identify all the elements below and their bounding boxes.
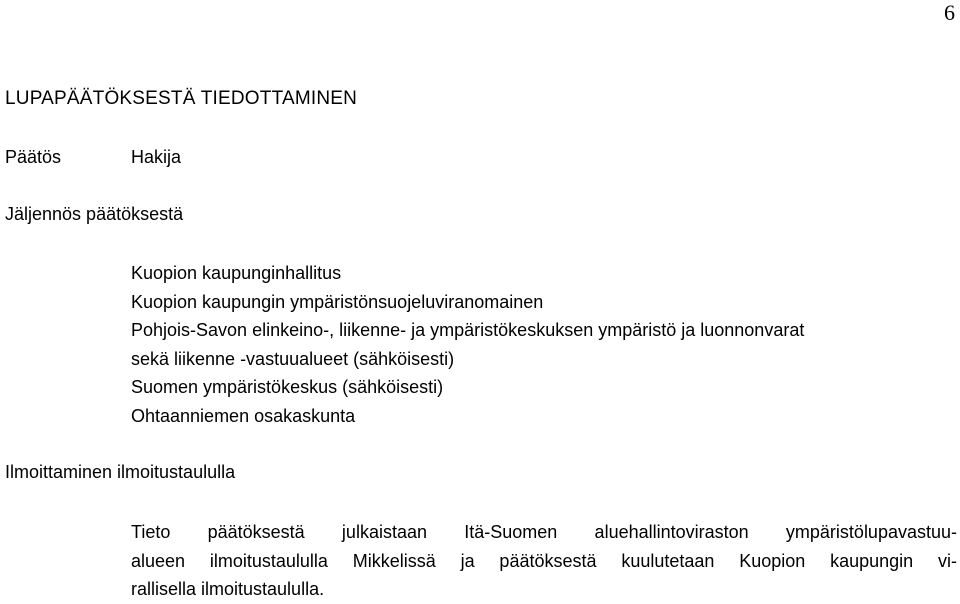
notice-line: Tieto päätöksestä julkaistaan Itä-Suomen aluehallintoviraston ympäristölupavastuu-: [131, 522, 957, 542]
notice-line: rallisella ilmoitustaululla.: [131, 579, 325, 599]
section-heading: LUPAPÄÄTÖKSESTÄ TIEDOTTAMINEN: [5, 88, 358, 109]
copy-label: Jäljennös päätöksestä: [5, 204, 184, 224]
notice-line: alueen ilmoitustaululla Mikkelissä ja päätöksestä kuulutetaan Kuopion kaupungin vi-: [131, 550, 957, 571]
decision-label: Päätös: [5, 147, 62, 167]
copy-recipient: Pohjois-Savon elinkeino-, liikenne- ja ympäristökeskuksen ympäristö ja luonnonvarat: [131, 320, 805, 341]
copy-recipient: Suomen ympäristökeskus (sähköisesti): [131, 377, 444, 398]
copy-recipient: Ohtaanniemen osakaskunta: [131, 405, 356, 426]
copy-recipient: Kuopion kaupungin ympäristönsuojeluviranomainen: [131, 291, 544, 312]
decision-recipient: Hakija: [131, 147, 182, 167]
notice-label: Ilmoittaminen ilmoitustaululla: [5, 462, 236, 482]
page-number: 6: [944, 0, 955, 25]
copy-recipient-list: [131, 259, 804, 431]
copy-recipient: sekä liikenne -vastuualueet (sähköisesti): [131, 348, 455, 369]
notice-paragraph: [131, 518, 957, 604]
copy-recipient: Kuopion kaupunginhallitus: [131, 263, 342, 283]
